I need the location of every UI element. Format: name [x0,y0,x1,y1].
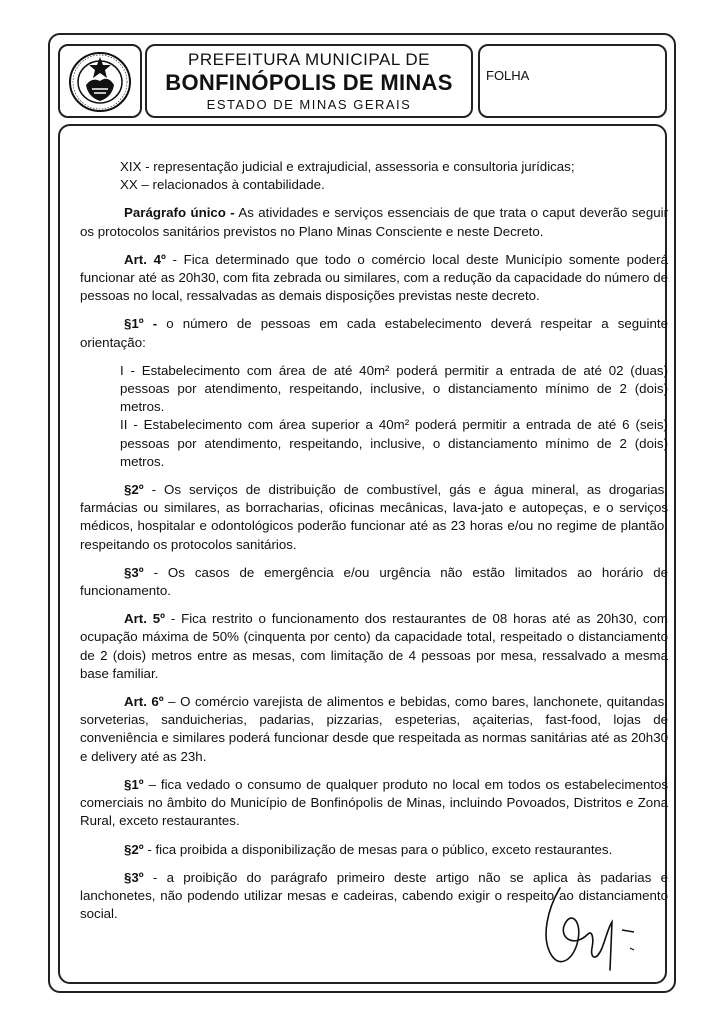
header-line-prefeitura: PREFEITURA MUNICIPAL DE [188,50,430,69]
art4-p3-label: §3º [124,564,144,580]
municipal-seal-icon [68,51,132,113]
art4-p3-text: - Os casos de emergência e/ou urgência não estão limitados ao horário de funcionamento. [80,564,668,599]
art4-label: Art. 4º [124,251,166,267]
header-title-box [145,44,473,118]
art-4-par-3 [80,564,668,600]
art5-label: Art. 5º [124,611,165,627]
art-4-par-1 [80,315,668,351]
art6-p3-text: - a proibição do parágrafo primeiro deste artigo não se aplica às padarias e lanchonetes, não podendo utilizar mesas e cadeiras, cabendo exigir o respeito ao distanciamento social. [80,869,668,922]
art6-p2-label: §2º [124,841,144,857]
folha-box [478,44,667,118]
art-6 [80,693,668,766]
art6-p3-label: §3º [124,869,144,885]
art6-label: Art. 6º [124,694,164,710]
item-xx: XX – relacionados à contabilidade. [120,177,325,193]
pu-text: As atividades e serviços essenciais de que trata o caput deverão seguir os protocolos sanitários previstos no Plano Minas Consciente e neste Decreto. [80,205,668,239]
pu-label: Parágrafo único - [124,205,235,221]
art4-p2-label: §2º [124,482,144,498]
art4-text: - Fica determinado que todo o comércio local deste Município somente poderá funcionar até as 20h30, com fita zebrada ou similares, com a redução da capacidade do número de pessoas no local, ressalvadas as demais disposições previstas neste decreto. [80,251,668,304]
paragrafo-unico [80,204,668,240]
art6-p2-text: - fica proibida a disponibilização de mesas para o público, exceto restaurantes. [143,841,613,857]
art-5 [80,610,668,683]
folha-label: FOLHA [486,68,530,83]
art-6-par-2 [80,841,668,859]
art4-p2-text: - Os serviços de distribuição de combustível, gás e água mineral, as drogarias, farmácias ou similares, as borracharias, oficinas mecânicas, lava-jato e autopeças, e o serviços médicos, hospitalar e odontológicos poderão funcionar até as 23 horas e/ou no regime de plantão, respeitando os protocolos sanitários. [80,482,668,552]
art6-p1-label: §1º [124,776,144,792]
art-6-par-1 [80,776,668,831]
art-4 [80,251,668,306]
art4-p1-label: §1º - [124,316,158,332]
art-4-item-ii: II - Estabelecimento com área superior a 40m² poderá permitir a entrada de até 6 (seis) pessoas por atendimento, respeitando, inclusive, o distanciamento mínimo de 2 (dois) metros. [120,417,668,469]
art4-p1-text: o número de pessoas em cada estabelecimento deverá respeitar a seguinte orientação: [80,316,668,350]
header-line-municipality: BONFINÓPOLIS DE MINAS [165,70,453,95]
municipal-seal-box [58,44,142,118]
art-4-item-i: I - Estabelecimento com área de até 40m² poderá permitir a entrada de até 02 (duas) pessoas por atendimento, respeitando, inclusive, o distanciamento mínimo de 2 (dois) metros. [120,362,668,415]
item-xix: XIX - representação judicial e extrajudicial, assessoria e consultoria jurídicas; [120,159,575,174]
art-4-par-2 [80,481,668,554]
document-content [80,158,668,923]
art5-text: - Fica restrito o funcionamento dos restaurantes de 08 horas até as 20h30, com ocupação máxima de 50% (cinquenta por cento) da capacidade total, respeitado o distanciamento de 2 (dois) metros entre as mesas, com limitação de 4 pessoas por mesa, ressalvado a mesma base familiar. [80,611,668,681]
art6-text: – O comércio varejista de alimentos e bebidas, como bares, lanchonete, quitandas, sorveterias, sanduicherias, padarias, pizzarias, espeterias, açaiterias, fast-food, lojas de conveniência e similares poderá funcionar desde que respeitada as normas sanitárias até as 20h30 e delivery até as 23h. [80,694,668,764]
art6-p1-text: – fica vedado o consumo de qualquer produto no local em todos os estabelecimentos comerciais no âmbito do Município de Bonfinópolis de Minas, incluindo Povoados, Distritos e Zona Rural, exceto restaurantes. [80,776,668,829]
header-line-state: ESTADO DE MINAS GERAIS [206,97,412,112]
handwritten-signature [530,878,650,978]
